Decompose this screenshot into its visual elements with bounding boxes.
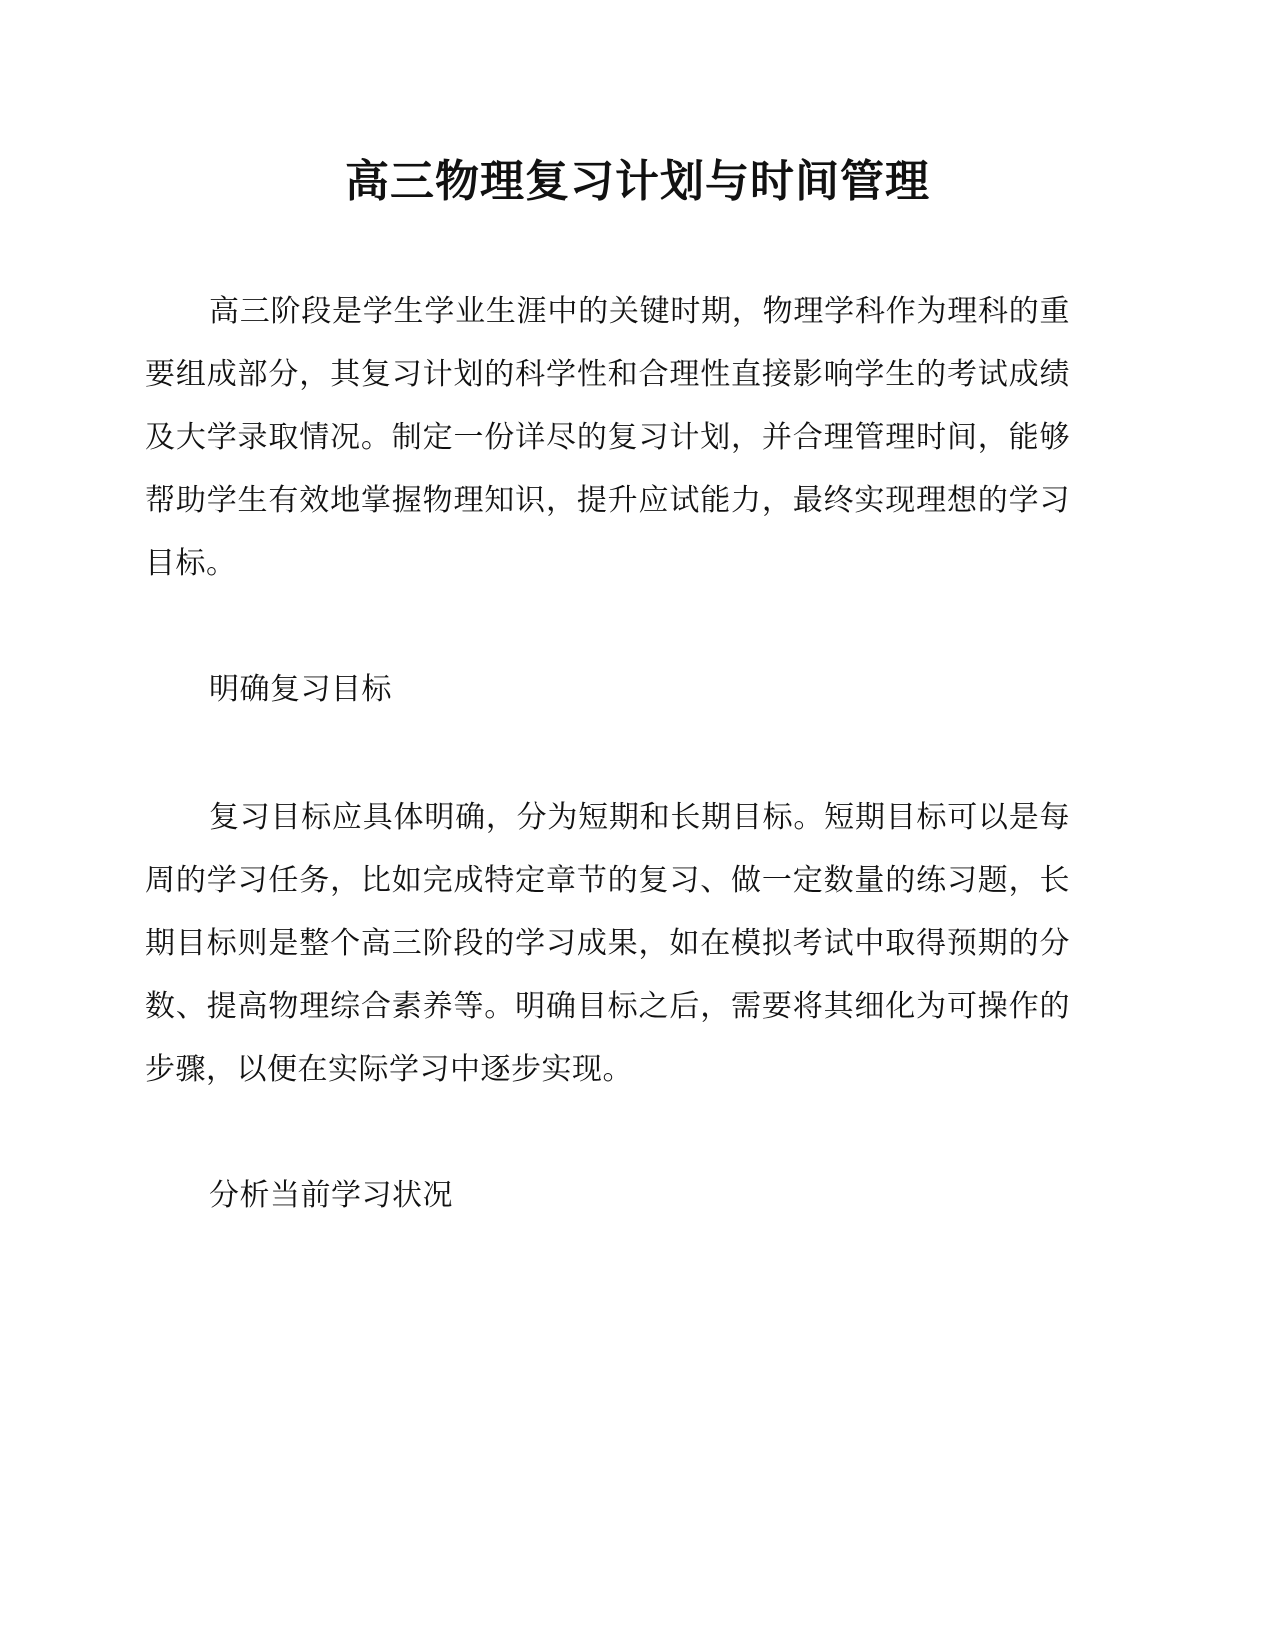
intro-paragraph: 高三阶段是学生学业生涯中的关键时期，物理学科作为理科的重要组成部分，其复习计划的科学性和合理性直接影响学生的考试成绩及大学录取情况。制定一份详尽的复习计划，并合理管理时间，能够帮助学生有效地掌握物理知识，提升应试能力，最终实现理想的学习目标。 [145,294,1070,581]
review-goals-paragraph: 复习目标应具体明确，分为短期和长期目标。短期目标可以是每周的学习任务，比如完成特定章节的复习、做一定数量的练习题，长期目标则是整个高三阶段的学习成果，如在模拟考试中取得预期的分数、提高物理综合素养等。明确目标之后，需要将其细化为可操作的步骤，以便在实际学习中逐步实现。 [145,800,1070,1087]
section-heading-current-status: 分析当前学习状况 [209,1178,453,1213]
document-title: 高三物理复习计划与时间管理 [345,156,930,207]
section-heading-review-goals: 明确复习目标 [209,672,392,707]
